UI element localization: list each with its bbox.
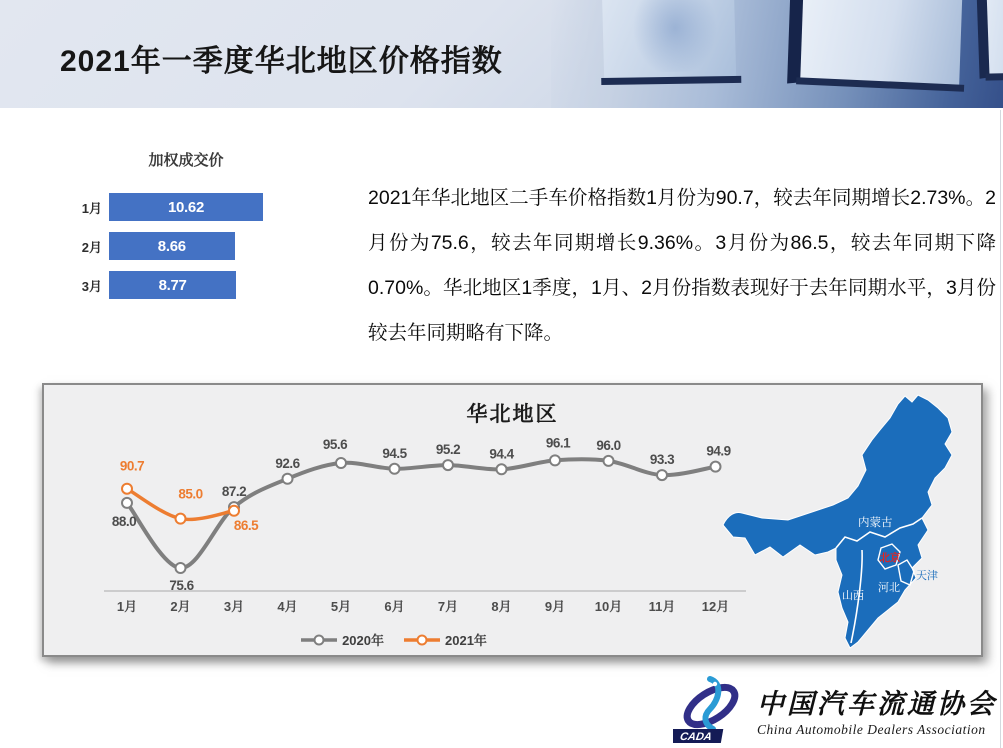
world-map-texture [608, 0, 730, 74]
map-label: 内蒙古 [858, 517, 893, 529]
bar-category-label: 1月 [81, 200, 102, 216]
bar-category-label: 2月 [81, 239, 102, 255]
bar-row [64, 271, 263, 299]
data-point-marker [550, 455, 560, 465]
x-tick-label: 9月 [544, 599, 566, 614]
legend-marker [301, 634, 337, 646]
chart-legend [44, 630, 744, 649]
map-label: 山西 [842, 590, 864, 602]
data-point-marker [497, 464, 507, 474]
x-tick-label: 7月 [437, 599, 459, 614]
bar [109, 193, 263, 221]
x-tick-label: 11月 [648, 599, 676, 614]
bar-value-label: 10.62 [167, 198, 205, 216]
index-chart-panel [42, 383, 983, 657]
data-point-marker [443, 460, 453, 470]
cube-graphic [602, 0, 736, 80]
map-label: 天津 [916, 570, 938, 582]
map-label: 河北 [878, 582, 900, 594]
value-label: 75.6 [169, 578, 194, 593]
summary-paragraph: 2021年华北地区二手车价格指数1月份为90.7，较去年同期增长2.73%。2月份为75.6，较去年同期增长9.36%。3月份为86.5，较去年同期下降0.70%。华北地区1季度，1月、2月份指数表现好于去年同期水平，3月份较去年同期略有下降。 [368, 187, 996, 344]
x-tick-label: 6月 [384, 599, 405, 614]
value-label: 94.4 [489, 446, 514, 462]
x-tick-label: 3月 [223, 599, 245, 614]
value-label: 88.0 [111, 513, 137, 529]
legend-item [404, 630, 487, 649]
value-label: 94.5 [382, 445, 407, 461]
footer-logo [673, 674, 997, 746]
header-cubes-image [551, 0, 1003, 108]
line-chart-title: 华北地区 [466, 402, 559, 426]
legend-label: 2021年 [445, 633, 487, 648]
value-label: 92.6 [275, 455, 300, 471]
org-name-zh: 中国汽车流通协会 [757, 689, 997, 719]
data-point-marker [229, 506, 239, 516]
page-title: 2021年一季度华北地区价格指数 [60, 45, 503, 78]
data-point-marker [122, 498, 132, 508]
bar-row [64, 232, 263, 260]
x-tick-label: 12月 [701, 599, 730, 614]
north-china-map [695, 385, 981, 651]
x-tick-label: 10月 [594, 599, 623, 614]
bar-category-label: 3月 [81, 278, 102, 294]
map-label: 北京 [879, 552, 901, 564]
org-name-en: China Automobile Dealers Association [757, 722, 986, 737]
value-label: 96.1 [545, 435, 571, 451]
bar-value-label: 8.66 [157, 237, 186, 255]
value-label: 94.9 [706, 443, 731, 459]
cada-acronym: CADA [678, 731, 713, 743]
bar [109, 232, 235, 260]
data-point-marker [657, 470, 667, 480]
value-label: 96.0 [596, 437, 621, 453]
data-point-marker [176, 514, 186, 524]
data-point-marker [122, 484, 132, 494]
bar-row [64, 193, 263, 221]
value-label: 93.3 [649, 452, 675, 468]
header-banner [0, 0, 1003, 108]
page-edge-line [1000, 110, 1001, 748]
cube-graphic [799, 0, 962, 85]
x-tick-label: 4月 [277, 599, 298, 614]
cada-logo-icon [673, 674, 749, 746]
bar-chart-title: 加权成交价 [148, 152, 224, 169]
weighted-price-bar-chart [64, 193, 263, 310]
data-point-marker [604, 456, 614, 466]
data-point-marker [390, 464, 400, 474]
bar-value-label: 8.77 [158, 276, 187, 294]
x-tick-label: 8月 [491, 599, 512, 614]
legend-marker [404, 634, 440, 646]
cube-graphic [986, 0, 1003, 75]
data-point-marker [176, 563, 186, 573]
data-point-marker [336, 458, 346, 468]
value-label: 85.0 [178, 486, 203, 502]
legend-label: 2020年 [342, 633, 384, 648]
value-label: 87.2 [221, 484, 247, 500]
x-tick-label: 1月 [116, 599, 138, 614]
value-label: 95.6 [322, 437, 348, 452]
value-label: 86.5 [233, 517, 259, 533]
bar [109, 271, 236, 299]
x-tick-label: 5月 [330, 599, 352, 614]
value-label: 95.2 [435, 442, 461, 458]
data-point-marker [283, 474, 293, 484]
x-tick-label: 2月 [170, 599, 191, 614]
legend-item [301, 630, 384, 649]
value-label: 90.7 [119, 458, 145, 474]
